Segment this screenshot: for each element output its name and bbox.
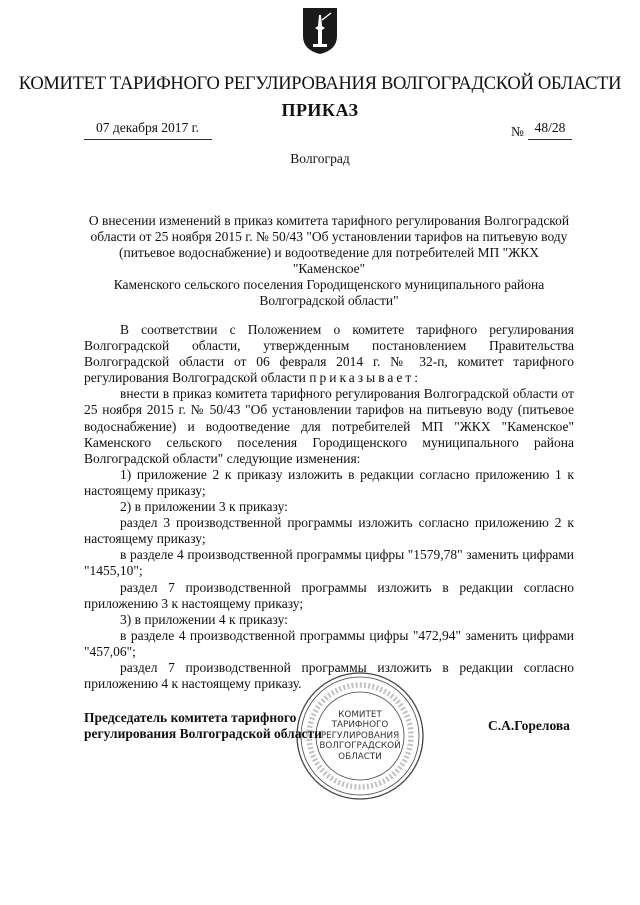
body-paragraph (84, 322, 574, 386)
signatory-title (84, 710, 324, 742)
stamp-line: РЕГУЛИРОВАНИЯ (320, 730, 400, 741)
subject-line: (питьевое водоснабжение) и водоотведение для потребителей МП "ЖКХ "Каменское" (118, 245, 540, 276)
signatory-name: С.А.Горелова (488, 718, 570, 733)
document-type: ПРИКАЗ (281, 100, 359, 120)
stamp-line: ТАРИФНОГО (331, 720, 389, 731)
document-date: 07 декабря 2017 г. (96, 120, 200, 135)
subject-line: Каменского сельского поселения Городищенского муниципального района (113, 277, 545, 292)
intro-text: В соответствии с Положением о комитете тарифного регулирования Волгоградской области, утвержденным постановлением Правительства Волгоградской области от 06 февраля 2014 г. № 32-п, комитет тарифного регулирования Волгоградской области (84, 322, 574, 386)
subject-line: Волгоградской области" (259, 293, 399, 308)
subject-line: области от 25 ноября 2015 г. № 50/43 "Об установлении тарифов на питьевую воду (90, 229, 568, 244)
subject-line: О внесении изменений в приказ комитета тарифного регулирования Волгоградской (88, 213, 570, 228)
number-underline (528, 139, 572, 140)
volgograd-emblem-icon (300, 6, 340, 56)
organization-name: КОМИТЕТ ТАРИФНОГО РЕГУЛИРОВАНИЯ ВОЛГОГРАДСКОЙ ОБЛАСТИ (18, 74, 622, 94)
body-paragraph: раздел 7 производственной программы изложить в редакции согласно приложению 4 к настоящему приказу. (84, 659, 574, 692)
body-paragraph: 1) приложение 2 к приказу изложить в редакции согласно приложению 1 к настоящему приказу; (84, 466, 574, 498)
signatory-title-line: регулирования Волгоградской области (84, 726, 322, 741)
number-sign: № (511, 124, 524, 139)
document-number: 48/28 (534, 120, 566, 135)
stamp-line: ВОЛГОГРАДСКОЙ (319, 741, 401, 752)
stamp-line: КОМИТЕТ (338, 709, 382, 720)
body-paragraph: 3) в приложении 4 к приказу: (120, 611, 288, 627)
body-paragraph: в разделе 4 производственной программы цифры "472,94" заменить цифрами "457,06"; (84, 627, 574, 659)
body-paragraph: раздел 7 производственной программы изложить в редакции согласно приложению 3 к настоящему приказу; (84, 579, 574, 611)
stamp-line: ОБЛАСТИ (338, 751, 382, 762)
body-paragraph: раздел 3 производственной программы изложить согласно приложению 2 к настоящему приказу; (84, 515, 574, 547)
city: Волгоград (290, 151, 350, 166)
orders-word: приказывает: (309, 370, 422, 386)
signatory-title-line: Председатель комитета тарифного (84, 710, 297, 725)
body-paragraph: 2) в приложении 3 к приказу: (120, 499, 288, 515)
document-body (84, 322, 574, 692)
body-paragraph: внести в приказ комитета тарифного регулирования Волгоградской области от 25 ноября 2015 г. № 50/43 "Об установлении тарифов на питьевую воду (питьевое водоснабжение) и водоотведение для потребителей МП "ЖКХ "Каменское" Каменского сельского поселения Городищенского муниципального района Волгоградской области" следующие изменения: (84, 386, 574, 466)
document-subject (84, 213, 574, 309)
body-paragraph: в разделе 4 производственной программы цифры "1579,78" заменить цифрами "1455,10"; (84, 547, 574, 579)
date-underline (84, 139, 212, 140)
